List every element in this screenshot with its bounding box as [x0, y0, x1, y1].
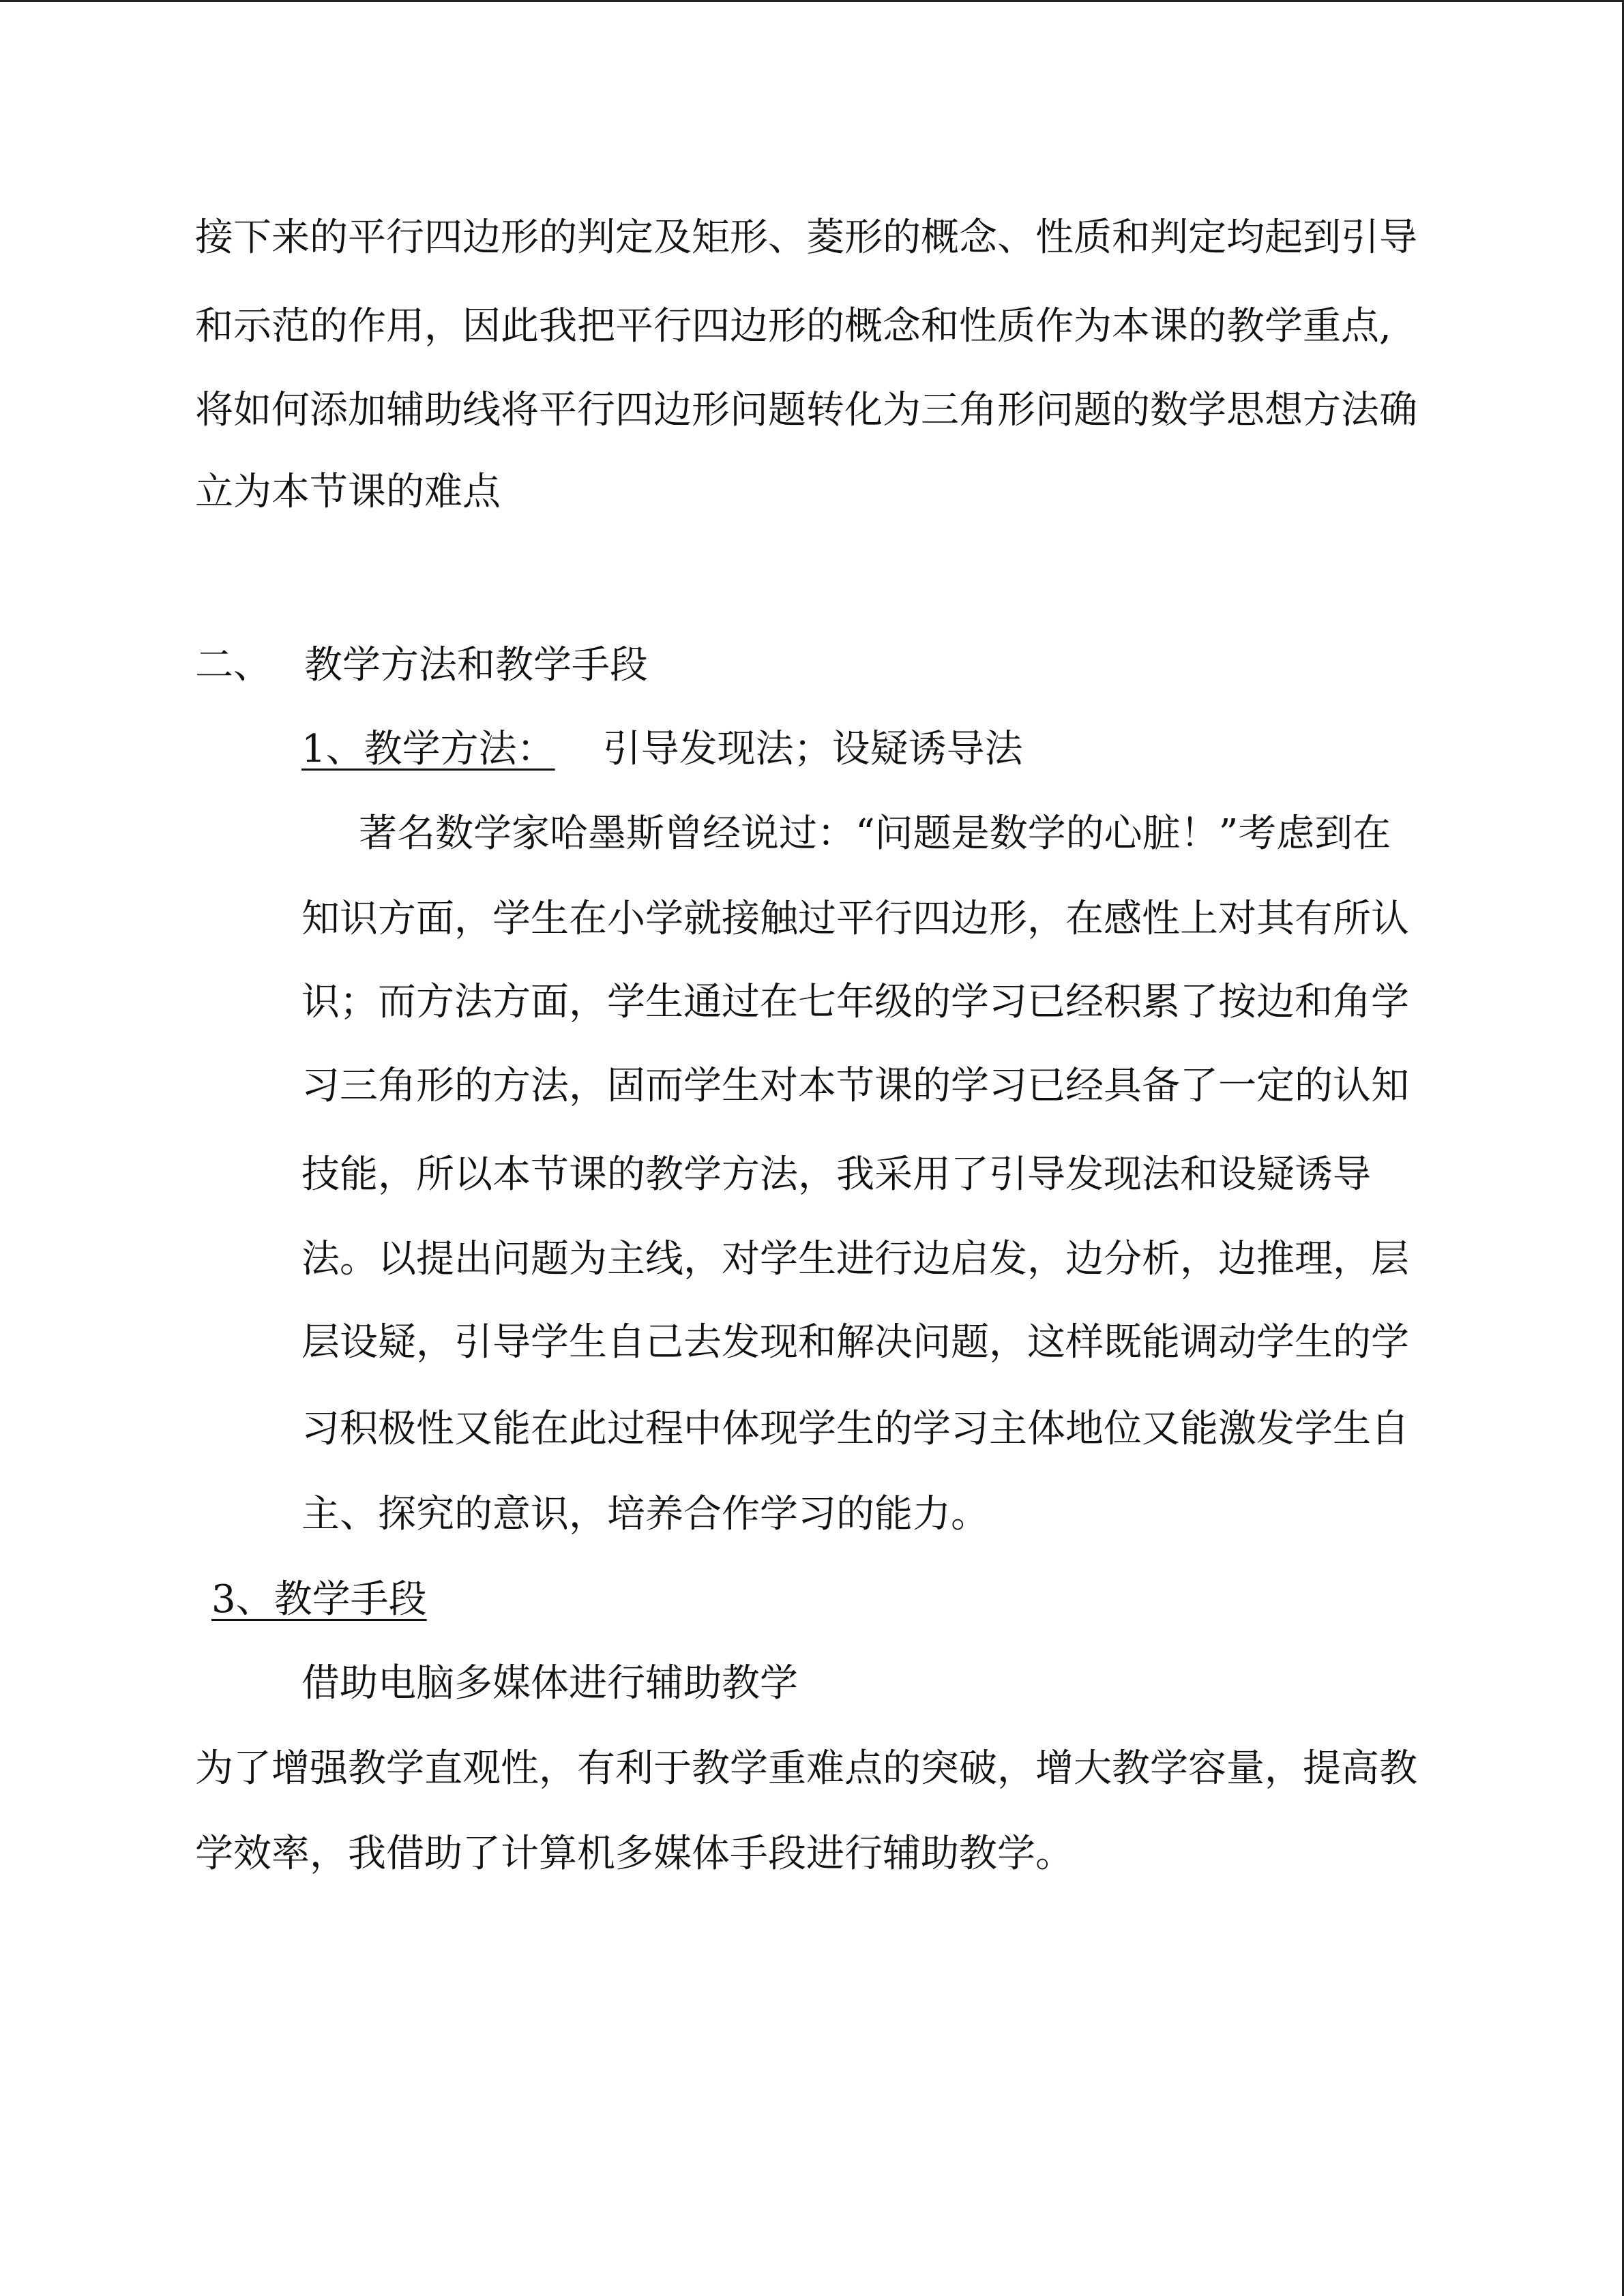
intro-line-1: 接下来的平行四边形的判定及矩形、菱形的概念、性质和判定均起到引导: [195, 215, 1417, 260]
method-line-2: 知识方面，学生在小学就接触过平行四边形，在感性上对其有所认: [301, 897, 1409, 941]
method-value: 引导发现法；设疑诱导法: [602, 727, 1023, 771]
method-line-3: 识；而方法方面，学生通过在七年级的学习已经积累了按边和角学: [301, 980, 1409, 1024]
method-line-9: 主、探究的意识，培养合作学习的能力。: [301, 1492, 989, 1536]
method-line-7: 层设疑，引导学生自己去发现和解决问题，这样既能调动学生的学: [301, 1320, 1409, 1365]
intro-line-2: 和示范的作用，因此我把平行四边形的概念和性质作为本课的教学重点,: [195, 304, 1391, 348]
section-two-heading: [195, 640, 648, 691]
method-line-4: 习三角形的方法，固而学生对本节课的学习已经具备了一定的认知: [301, 1064, 1409, 1108]
method-line-8: 习积极性又能在此过程中体现学生的学习主体地位又能激发学生自: [301, 1407, 1409, 1451]
means-line-2: 学效率，我借助了计算机多媒体手段进行辅助教学。: [195, 1832, 1074, 1876]
method-heading: [301, 724, 1023, 775]
method-label: 1、教学方法：: [301, 727, 555, 771]
method-line-1: 著名数学家哈墨斯曾经说过：“问题是数学的心脏！”考虑到在: [359, 811, 1391, 856]
method-line-5: 技能，所以本节课的教学方法，我采用了引导发现法和设疑诱导: [301, 1152, 1371, 1197]
means-subtitle: 借助电脑多媒体进行辅助教学: [301, 1661, 798, 1705]
method-line-6: 法。以提出问题为主线，对学生进行边启发，边分析，边推理，层: [301, 1237, 1409, 1281]
section-two-number: 二、: [195, 643, 271, 687]
section-two-title: 教学方法和教学手段: [304, 643, 648, 687]
intro-line-3: 将如何添加辅助线将平行四边形问题转化为三角形问题的数学思想方法确: [195, 388, 1417, 432]
intro-line-4: 立为本节课的难点: [195, 470, 501, 514]
means-heading: 3、教学手段: [211, 1577, 427, 1622]
means-line-1: 为了增强教学直观性，有利于教学重难点的突破，增大教学容量，提高教: [195, 1746, 1417, 1791]
